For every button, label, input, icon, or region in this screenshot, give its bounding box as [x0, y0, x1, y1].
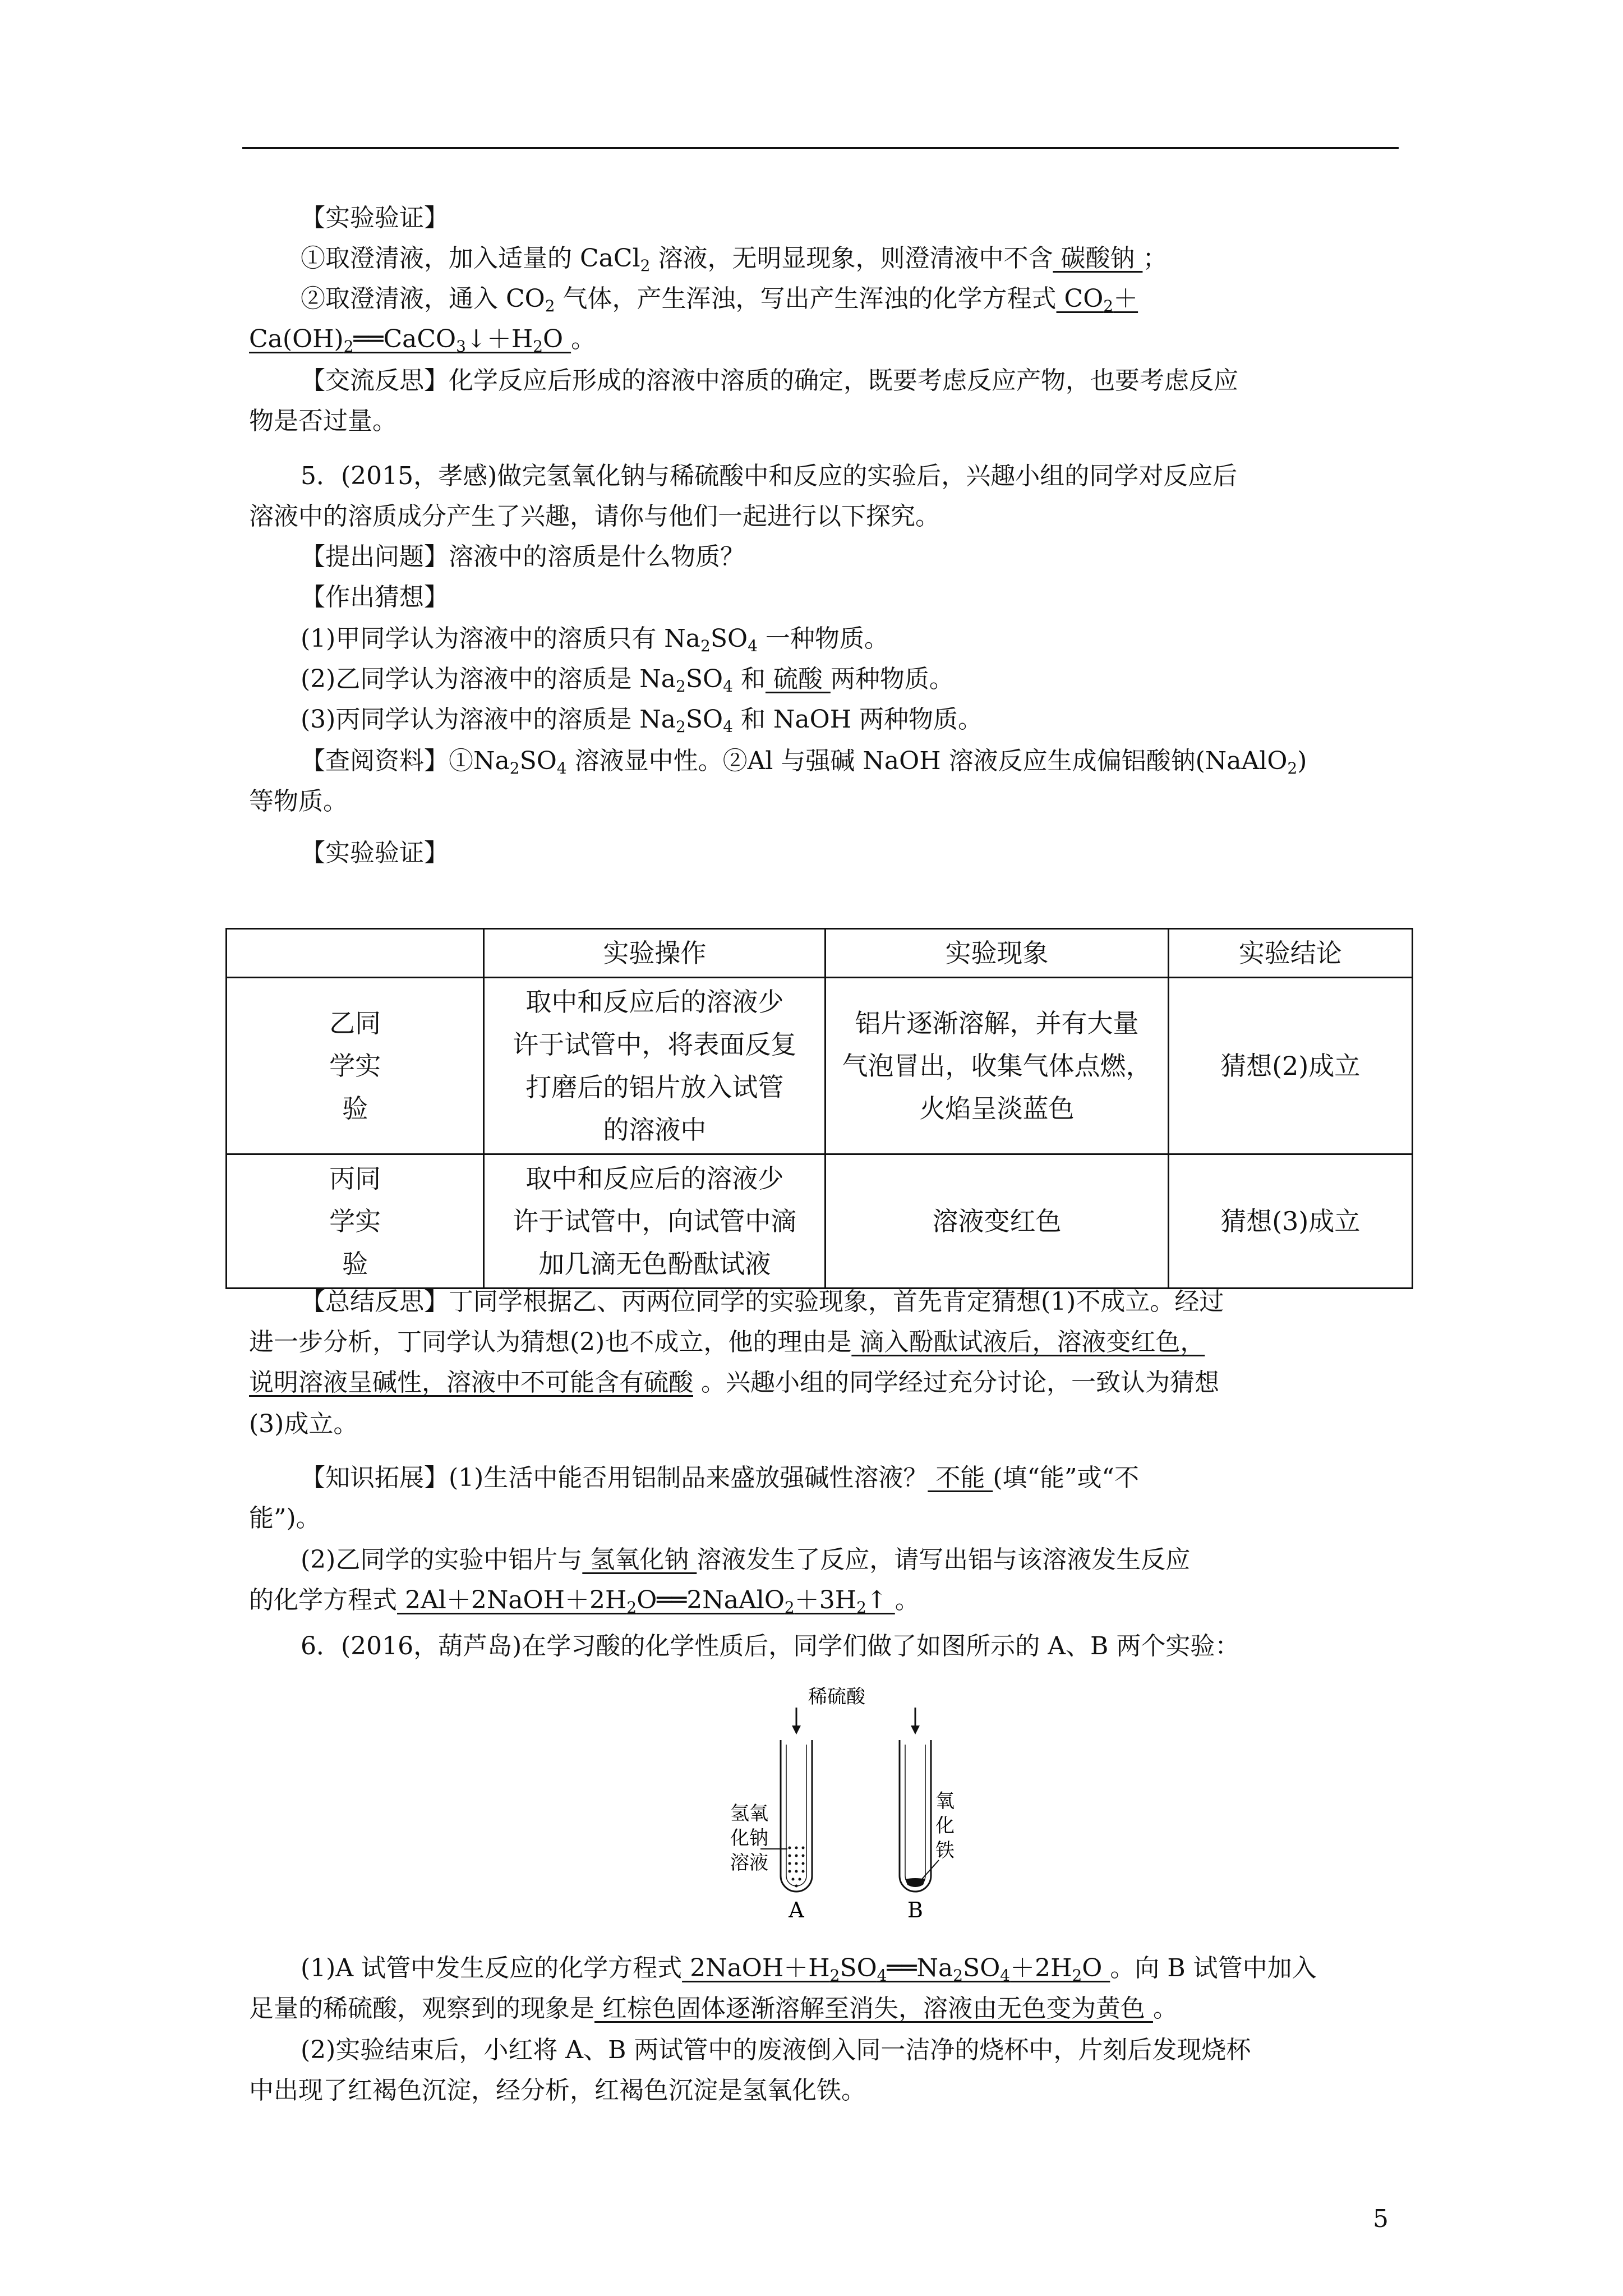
tube-a-label-line: 溶液 [730, 1852, 768, 1874]
answer-blank: 红棕色固体逐渐溶解至消失，溶液由无色变为黄色 [594, 1994, 1153, 2023]
q5-extend-4: 的化学方程式 $2Al+2NaOH+2H_2O══2NaAlO_2+3H_2↑$ 。 [249, 1586, 920, 1617]
experiment-table [225, 928, 1413, 1289]
table-cell: 溶液变红色 [826, 1154, 1168, 1289]
table-row [227, 978, 1413, 1154]
q5-summary-4: (3)成立。 [249, 1410, 358, 1438]
q5-summary-1: 【总结反思】丁同学根据乙、丙两位同学的实验现象，首先肯定猜想(1)不成立。经过 [301, 1287, 1224, 1316]
q5-extend-2: 能”)。 [249, 1504, 321, 1533]
leader-line [921, 1860, 939, 1880]
header-cell: 实验结论 [1168, 929, 1412, 978]
answer-blank: 氢氧化钠 [582, 1545, 697, 1574]
reflection-line-1: 【交流反思】化学反应后形成的溶液中溶质的确定，既要考虑反应产物，也要考虑反应 [301, 366, 1238, 395]
q5-hypothesis-1: (1)甲同学认为溶液中的溶质只有 $Na_2SO_4$ 一种物质。 [301, 624, 889, 655]
q6-part1-line2: 足量的稀硫酸，观察到的现象是 红棕色固体逐渐溶解至消失，溶液由无色变为黄色 。 [249, 1994, 1178, 2023]
tube-b-label-line: 化 [935, 1815, 955, 1837]
test-tube-b [900, 1740, 931, 1892]
answer-blank: $2Al+2NaOH+2H_2O══2NaAlO_2+3H_2↑$ [397, 1586, 895, 1617]
table-cell: 猜想(3)成立 [1168, 1154, 1412, 1289]
q6-intro: 6．(2016，葫芦岛)在学习酸的化学性质后，同学们做了如图所示的 A、B 两个实验： [301, 1632, 1240, 1660]
arrow-icon [792, 1726, 801, 1734]
tube-b-letter: B [907, 1898, 923, 1922]
table-cell: 丙同 学实 验 [227, 1154, 484, 1289]
header-cell: 实验现象 [826, 929, 1168, 978]
q5-hypothesis-heading: 【作出猜想】 [301, 583, 449, 611]
tube-b-inner [905, 1745, 925, 1886]
answer-blank: $Ca(OH)_2══CaCO_3↓+H_2O$ [249, 325, 571, 356]
arrow-icon [911, 1726, 920, 1734]
tube-b-label-line: 铁 [935, 1839, 955, 1862]
q5-extend-1: 【知识拓展】(1)生活中能否用铝制品来盛放强碱性溶液？ 不能 (填“能”或“不 [301, 1464, 1139, 1492]
test-tube-diagram [727, 1682, 955, 1929]
header-rule [242, 147, 1399, 149]
test-tube-figure [727, 1682, 955, 1929]
answer-blank: 说明溶液呈碱性，溶液中不可能含有硫酸 [249, 1368, 693, 1397]
q5-hypothesis-3: (3)丙同学认为溶液中的溶质是 $Na_2SO_4$ 和 NaOH 两种物质。 [301, 705, 983, 736]
q6-part2-line2: 中出现了红褐色沉淀，经分析，红褐色沉淀是氢氧化铁。 [249, 2076, 866, 2105]
q5-summary-3: 说明溶液呈碱性，溶液中不可能含有硫酸 。兴趣小组的同学经过充分讨论，一致认为猜想 [249, 1368, 1219, 1397]
table-cell: 铝片逐渐溶解，并有大量 气泡冒出，收集气体点燃， 火焰呈淡蓝色 [826, 978, 1168, 1154]
q5-intro-1: 5．(2015，孝感)做完氢氧化钠与稀硫酸中和反应的实验后，兴趣小组的同学对反应后 [301, 462, 1238, 490]
answer-blank: $2NaOH+H_2SO_4══Na_2SO_4+2H_2O$ [682, 1954, 1110, 1985]
q5-intro-2: 溶液中的溶质成分产生了兴趣，请你与他们一起进行以下探究。 [249, 502, 940, 531]
verify-step-2-equation: $Ca(OH)_2══CaCO_3↓+H_2O$ 。 [249, 325, 596, 356]
test-tube-a [781, 1740, 812, 1892]
q5-verify-heading: 【实验验证】 [301, 839, 449, 867]
header-cell: 实验操作 [484, 929, 826, 978]
acid-label: 稀硫酸 [808, 1686, 865, 1708]
answer-blank: $CO_2+$ [1056, 284, 1138, 315]
answer-blank: 碳酸钠 [1053, 244, 1143, 273]
table-cell: 取中和反应后的溶液少 许于试管中，将表面反复 打磨后的铝片放入试管 的溶液中 [484, 978, 826, 1154]
q6-part1-line1: (1)A 试管中发生反应的化学方程式 $2NaOH+H_2SO_4══Na_2SO_4+2H_2O$ 。向 B 试管中加入 [301, 1954, 1317, 1985]
reflection-line-2: 物是否过量。 [249, 407, 397, 435]
q5-summary-2: 进一步分析，丁同学认为猜想(2)也不成立，他的理由是 滴入酚酞试液后，溶液变红色， [249, 1328, 1205, 1356]
page-number: 5 [1373, 2205, 1389, 2233]
q5-hypothesis-2: (2)乙同学认为溶液中的溶质是 $Na_2SO_4$ 和 硫酸 两种物质。 [301, 665, 954, 696]
heading-experiment-verify: 【实验验证】 [301, 204, 449, 232]
verify-step-1: ①取澄清液，加入适量的 CaCl$_2$ 溶液，无明显现象，则澄清液中不含 碳酸钠 ； [301, 244, 1168, 275]
q5-reference-2: 等物质。 [249, 787, 348, 816]
table-cell: 取中和反应后的溶液少 许于试管中，向试管中滴 加几滴无色酚酞试液 [484, 1154, 826, 1289]
header-cell [227, 929, 484, 978]
q5-raise-question: 【提出问题】溶液中的溶质是什么物质？ [301, 542, 745, 571]
table-header-row [227, 929, 1413, 978]
answer-blank: 滴入酚酞试液后，溶液变红色， [851, 1328, 1205, 1356]
tube-a-label-line: 化钠 [730, 1827, 768, 1849]
tube-b-label-line: 氧 [935, 1790, 955, 1812]
answer-blank: 硫酸 [765, 665, 831, 693]
table-cell: 猜想(2)成立 [1168, 978, 1412, 1154]
table-row [227, 1154, 1413, 1289]
q6-part2-line1: (2)实验结束后，小红将 A、B 两试管中的废液倒入同一洁净的烧杯中，片刻后发现烧杯 [301, 2036, 1251, 2064]
q5-reference-1: 【查阅资料】$①Na_2SO_4$ 溶液显中性。②Al 与强碱 NaOH 溶液反应生成偏铝酸钠(NaAlO$_2$) [301, 747, 1307, 777]
solution-dots [789, 1847, 805, 1888]
answer-blank: 不能 [928, 1464, 993, 1492]
tube-a-label-line: 氢氧 [730, 1802, 768, 1825]
table-cell: 乙同 学实 验 [227, 978, 484, 1154]
verify-step-2: ②取澄清液，通入 $CO_2$ 气体，产生浑浊，写出产生浑浊的化学方程式 $CO_2+$ [301, 284, 1138, 315]
tube-a-letter: A [789, 1898, 804, 1922]
q5-extend-3: (2)乙同学的实验中铝片与 氢氧化钠 溶液发生了反应，请写出铝与该溶液发生反应 [301, 1545, 1191, 1574]
